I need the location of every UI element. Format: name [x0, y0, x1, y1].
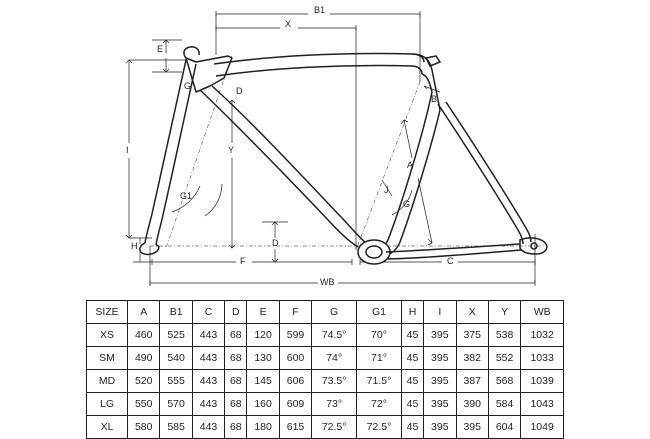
table-cell: 555 [160, 370, 192, 393]
table-header-row [87, 301, 564, 324]
table-header-cell-g: G [312, 301, 357, 324]
table-header-cell-b1: B1 [160, 301, 192, 324]
table-cell: 443 [192, 416, 224, 439]
dim-label-d-top: D [236, 86, 243, 96]
dim-label-d: D [272, 238, 279, 248]
table-cell: 390 [456, 393, 488, 416]
table-cell: 395 [424, 416, 456, 439]
geometry-table-wrapper [86, 300, 564, 439]
table-cell: 395 [424, 324, 456, 347]
table-cell: 74° [312, 347, 357, 370]
table-cell: 615 [279, 416, 311, 439]
table-cell: 395 [424, 393, 456, 416]
table-cell: 580 [128, 416, 160, 439]
table-cell: 552 [488, 347, 520, 370]
table-row [87, 416, 564, 439]
table-header-cell-f: F [279, 301, 311, 324]
table-cell: 382 [456, 347, 488, 370]
table-cell: 45 [401, 370, 423, 393]
table-cell-size: LG [87, 393, 128, 416]
dim-label-b1: B1 [314, 5, 326, 15]
dim-label-g-seat: G [403, 199, 411, 209]
table-cell: 1032 [521, 324, 564, 347]
table-header-cell-h: H [401, 301, 423, 324]
dim-label-y: Y [228, 145, 235, 155]
dim-label-a: A [407, 160, 414, 170]
table-cell: 604 [488, 416, 520, 439]
dim-label-c: C [447, 256, 454, 266]
table-cell: 68 [225, 393, 247, 416]
table-header-cell-y: Y [488, 301, 520, 324]
table-cell: 1039 [521, 370, 564, 393]
table-cell: 68 [225, 324, 247, 347]
table-cell: 443 [192, 370, 224, 393]
table-header-cell-i: I [424, 301, 456, 324]
table-cell: 72.5° [312, 416, 357, 439]
table-cell: 45 [401, 393, 423, 416]
table-cell: 550 [128, 393, 160, 416]
table-cell-size: MD [87, 370, 128, 393]
table-body [87, 324, 564, 439]
table-cell: 68 [225, 370, 247, 393]
table-cell: 490 [128, 347, 160, 370]
table-cell-size: XS [87, 324, 128, 347]
table-cell: 570 [160, 393, 192, 416]
table-cell: 540 [160, 347, 192, 370]
table-cell: 130 [247, 347, 279, 370]
table-cell: 68 [225, 416, 247, 439]
table-row [87, 347, 564, 370]
table-header-cell-d: D [225, 301, 247, 324]
table-header-cell-x: X [456, 301, 488, 324]
table-cell: 73° [312, 393, 357, 416]
table-cell: 585 [160, 416, 192, 439]
geometry-table [86, 300, 564, 439]
dim-label-h: H [131, 241, 138, 251]
table-cell: 609 [279, 393, 311, 416]
table-cell: 584 [488, 393, 520, 416]
table-cell: 395 [424, 347, 456, 370]
table-cell-size: XL [87, 416, 128, 439]
table-row [87, 324, 564, 347]
dim-label-g-head: G [184, 81, 192, 91]
table-header-cell-wb: WB [521, 301, 564, 324]
table-row [87, 393, 564, 416]
table-cell: 72° [357, 393, 402, 416]
table-cell: 71.5° [357, 370, 402, 393]
dim-label-e: E [157, 44, 164, 54]
table-row [87, 370, 564, 393]
table-header-cell-size: SIZE [87, 301, 128, 324]
table-cell: 72.5° [357, 416, 402, 439]
table-cell-size: SM [87, 347, 128, 370]
table-cell: 600 [279, 347, 311, 370]
table-cell: 443 [192, 393, 224, 416]
table-cell: 1049 [521, 416, 564, 439]
dim-label-j: J [384, 185, 389, 195]
table-cell: 68 [225, 347, 247, 370]
table-cell: 74.5° [312, 324, 357, 347]
table-cell: 443 [192, 324, 224, 347]
table-cell: 145 [247, 370, 279, 393]
table-cell: 71° [357, 347, 402, 370]
dim-label-g1: G1 [180, 191, 193, 201]
table-cell: 45 [401, 324, 423, 347]
table-header-cell-g1: G1 [357, 301, 402, 324]
dim-label-wb: WB [320, 277, 335, 287]
table-cell: 45 [401, 416, 423, 439]
table-cell: 568 [488, 370, 520, 393]
table-header-cell-e: E [247, 301, 279, 324]
table-cell: 73.5° [312, 370, 357, 393]
table-cell: 120 [247, 324, 279, 347]
table-cell: 443 [192, 347, 224, 370]
table-cell: 520 [128, 370, 160, 393]
table-header-cell-a: A [128, 301, 160, 324]
table-cell: 1043 [521, 393, 564, 416]
dim-label-f: F [240, 256, 246, 266]
dim-label-x: X [285, 19, 292, 29]
table-cell: 460 [128, 324, 160, 347]
table-cell: 525 [160, 324, 192, 347]
table-cell: 606 [279, 370, 311, 393]
dim-label-i: I [126, 145, 129, 155]
table-cell: 180 [247, 416, 279, 439]
table-cell: 70° [357, 324, 402, 347]
table-cell: 538 [488, 324, 520, 347]
table-cell: 395 [456, 416, 488, 439]
dim-label-b: B [431, 94, 438, 104]
table-cell: 375 [456, 324, 488, 347]
table-header-cell-c: C [192, 301, 224, 324]
table-cell: 160 [247, 393, 279, 416]
table-cell: 599 [279, 324, 311, 347]
table-cell: 387 [456, 370, 488, 393]
table-cell: 395 [424, 370, 456, 393]
table-cell: 45 [401, 347, 423, 370]
table-cell: 1033 [521, 347, 564, 370]
